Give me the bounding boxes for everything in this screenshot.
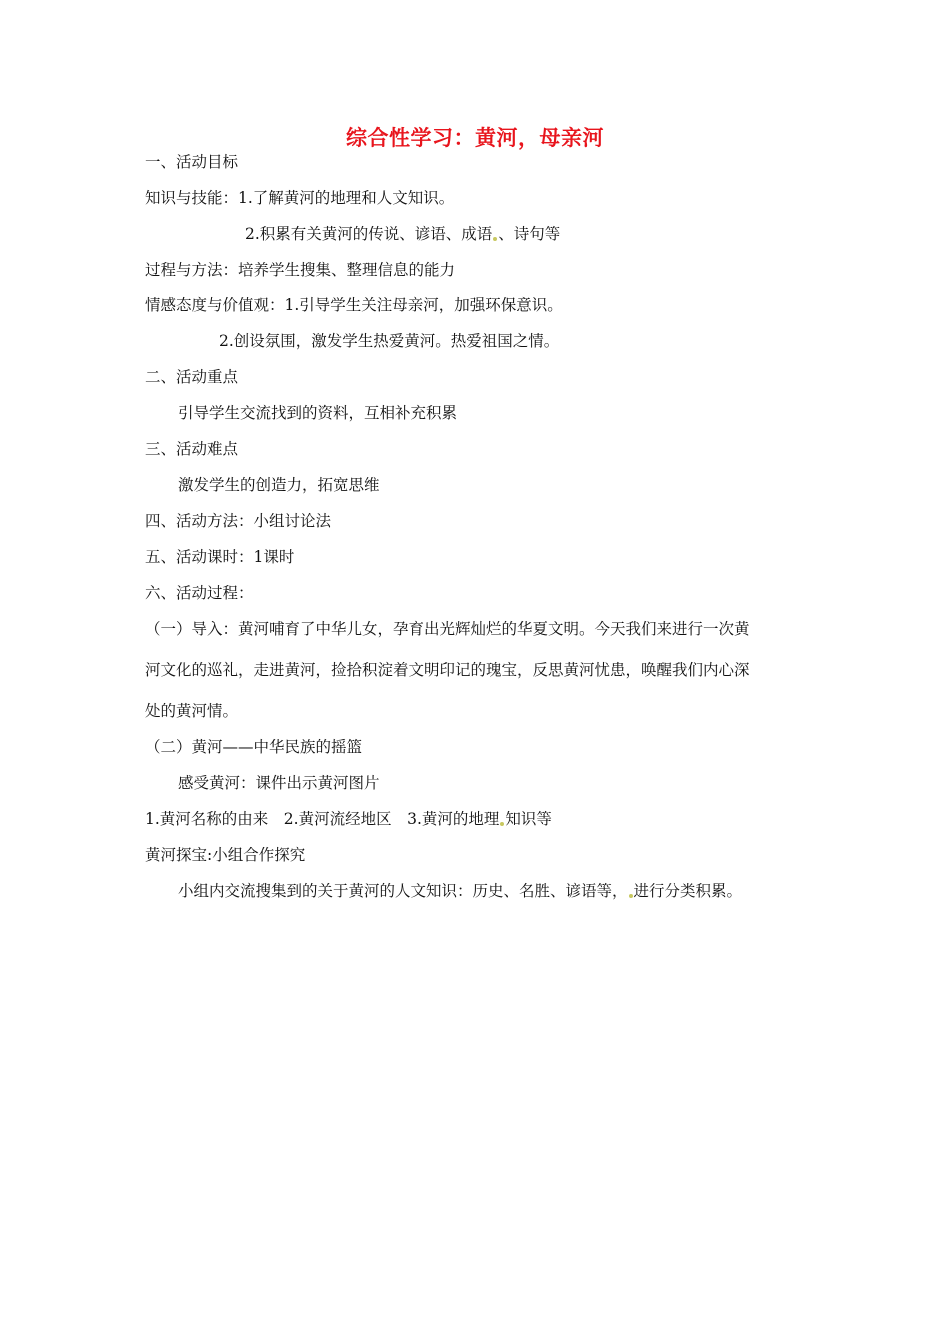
subsection-cradle: （二）黄河——中华民族的摇篮 (145, 738, 363, 756)
group-exchange-tail: 进行分类积累。 (633, 882, 743, 900)
section-heading-method: 四、活动方法：小组讨论法 (145, 512, 332, 530)
section-heading-goals: 一、活动目标 (145, 153, 239, 171)
attitude-values-item-2: 2.创设氛围，激发学生热爱黄河。热爱祖国之情。 (219, 332, 560, 350)
section-heading-duration: 五、活动课时：1课时 (145, 548, 295, 566)
stray-dot-mark (629, 894, 633, 898)
feel-yellow-river-line: 感受黄河：课件出示黄河图片 (178, 774, 380, 792)
knowledge-skills-item-2-text: 2.积累有关黄河的传说、谚语、成语 (245, 225, 493, 243)
knowledge-skills-line: 知识与技能：1.了解黄河的地理和人文知识。 (145, 189, 455, 207)
section-heading-focus: 二、活动重点 (145, 368, 239, 386)
knowledge-skills-item-2-tail: 、诗句等 (498, 225, 561, 243)
intro-paragraph-line-1: （一）导入：黄河哺育了中华儿女，孕育出光辉灿烂的华夏文明。今天我们来进行一次黄 (145, 620, 750, 638)
stray-dot-mark (500, 822, 504, 826)
treasure-hunt-line: 黄河探宝:小组合作探究 (145, 846, 306, 864)
intro-paragraph-line-3: 处的黄河情。 (145, 702, 239, 720)
process-methods-line: 过程与方法：培养学生搜集、整理信息的能力 (145, 261, 456, 279)
group-exchange-line (178, 881, 742, 901)
group-exchange-text: 小组内交流搜集到的关于黄河的人文知识：历史、名胜、谚语等， (178, 882, 628, 900)
intro-paragraph-line-2: 河文化的巡礼，走进黄河，捡拾积淀着文明印记的瑰宝，反思黄河忧患，唤醒我们内心深 (145, 661, 750, 679)
difficulty-content: 激发学生的创造力，拓宽思维 (178, 476, 380, 494)
topics-list-text: 1.黄河名称的由来 2.黄河流经地区 3.黄河的地理 (145, 810, 500, 828)
knowledge-skills-item-2 (245, 224, 560, 244)
focus-content: 引导学生交流找到的资料，互相补充积累 (178, 404, 458, 422)
section-heading-difficulty: 三、活动难点 (145, 440, 239, 458)
document-title: 综合性学习：黄河，母亲河 (346, 126, 604, 150)
section-heading-process: 六、活动过程： (145, 584, 254, 602)
topics-list-line (145, 809, 552, 829)
stray-dot-mark (493, 237, 497, 241)
topics-list-tail: 知识等 (505, 810, 552, 828)
attitude-values-line: 情感态度与价值观：1.引导学生关注母亲河，加强环保意识。 (145, 296, 563, 314)
